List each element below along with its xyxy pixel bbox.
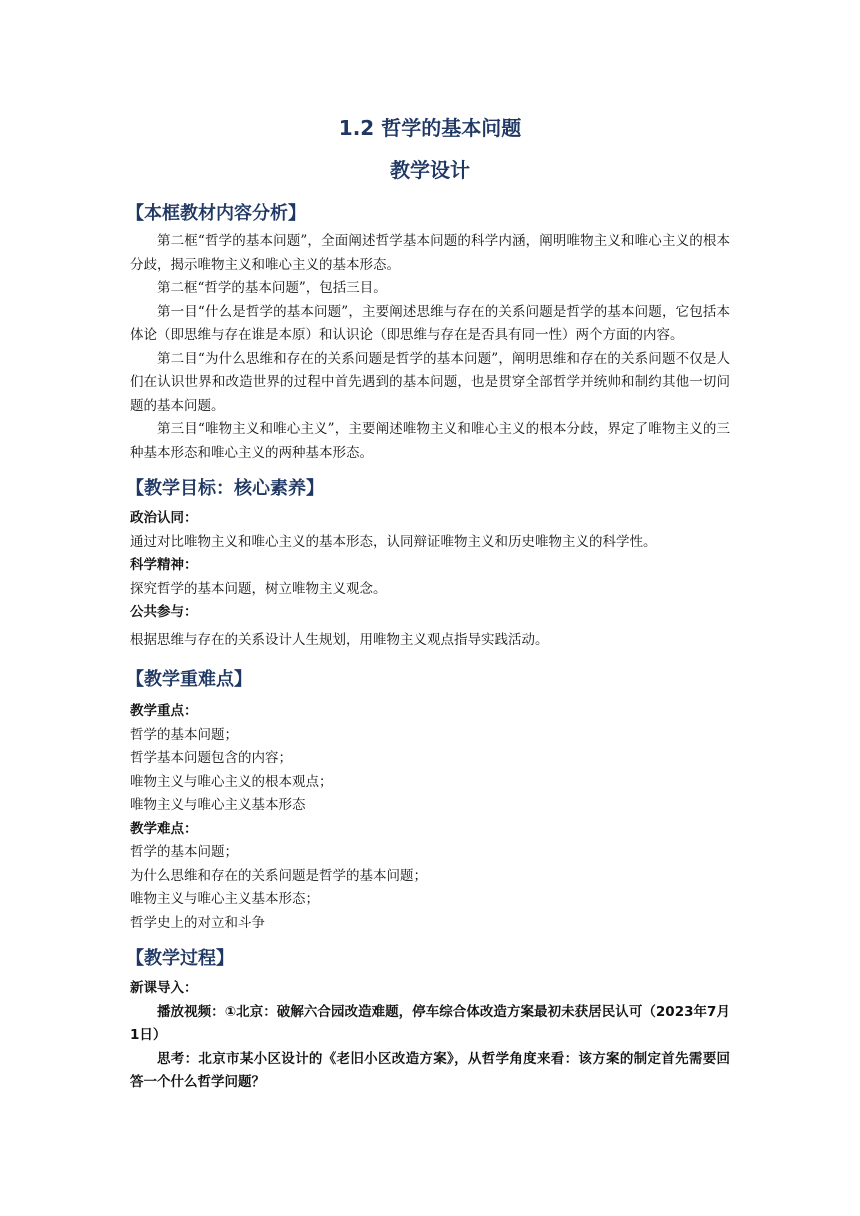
goal-text: 根据思维与存在的关系设计人生规划，用唯物主义观点指导实践活动。 xyxy=(130,631,549,648)
document-title: 1.2 哲学的基本问题 xyxy=(338,116,522,140)
goal-text: 探究哲学的基本问题，树立唯物主义观念。 xyxy=(130,580,387,597)
focus-item: 唯物主义与唯心主义的根本观点； xyxy=(130,773,333,790)
section-heading-keypoints: 【教学重难点】 xyxy=(126,669,252,690)
analysis-paragraph: 第一目“什么是哲学的基本问题”，主要阐述思维与存在的关系问题是哲学的基本问题，它包括本体论（即思维与存在谁是本原）和认识论（即思维与存在是否具有同一性）两个方面的内容。 xyxy=(130,303,730,343)
difficulty-item: 为什么思维和存在的关系问题是哲学的基本问题； xyxy=(130,867,427,884)
difficulty-item: 哲学的基本问题； xyxy=(130,844,238,860)
focus-label: 教学重点： xyxy=(130,703,198,719)
goal-label: 公共参与： xyxy=(130,604,198,620)
section-heading-goals: 【教学目标：核心素养】 xyxy=(126,478,324,499)
keypoints-section xyxy=(130,700,730,935)
process-paragraph: 思考：北京市某小区设计的《老旧小区改造方案》，从哲学角度来看：该方案的制定首先需要回答一个什么哲学问题？ xyxy=(130,1050,730,1090)
goal-label: 科学精神： xyxy=(130,557,198,573)
difficulty-item: 哲学史上的对立和斗争 xyxy=(130,914,265,931)
focus-item: 唯物主义与唯心主义基本形态 xyxy=(130,797,306,813)
process-paragraph: 播放视频：①北京：破解六合园改造难题，停车综合体改造方案最初未获居民认可（2023年7月1日） xyxy=(130,1003,730,1043)
focus-item: 哲学基本问题包含的内容； xyxy=(130,750,292,766)
analysis-paragraph: 第二框“哲学的基本问题”，包括三目。 xyxy=(157,280,387,296)
goal-label: 政治认同： xyxy=(130,510,198,526)
goals-section xyxy=(130,507,730,652)
analysis-paragraph: 第二目“为什么思维和存在的关系问题是哲学的基本问题”，阐明思维和存在的关系问题不仅是人们在认识世界和改造世界的过程中首先遇到的基本问题，也是贯穿全部哲学并统帅和制约其他一切问题的基本问题。 xyxy=(130,350,730,414)
difficulty-item: 唯物主义与唯心主义基本形态； xyxy=(130,891,319,907)
document-subtitle: 教学设计 xyxy=(390,158,470,182)
goal-text: 通过对比唯物主义和唯心主义的基本形态，认同辩证唯物主义和历史唯物主义的科学性。 xyxy=(130,533,657,550)
process-section xyxy=(130,977,730,1095)
difficulty-label: 教学难点： xyxy=(130,820,198,837)
intro-label: 新课导入： xyxy=(130,980,198,996)
analysis-paragraph: 第三目“唯物主义和唯心主义”，主要阐述唯物主义和唯心主义的根本分歧，界定了唯物主义的三种基本形态和唯心主义的两种基本形态。 xyxy=(130,421,730,461)
section-heading-analysis: 【本框教材内容分析】 xyxy=(126,203,306,224)
focus-item: 哲学的基本问题； xyxy=(130,726,238,743)
analysis-section xyxy=(130,230,730,465)
section-heading-process: 【教学过程】 xyxy=(126,948,234,969)
document-page xyxy=(126,112,730,1095)
analysis-paragraph: 第二框“哲学的基本问题”，全面阐述哲学基本问题的科学内涵，阐明唯物主义和唯心主义的根本分歧，揭示唯物主义和唯心主义的基本形态。 xyxy=(130,233,730,273)
